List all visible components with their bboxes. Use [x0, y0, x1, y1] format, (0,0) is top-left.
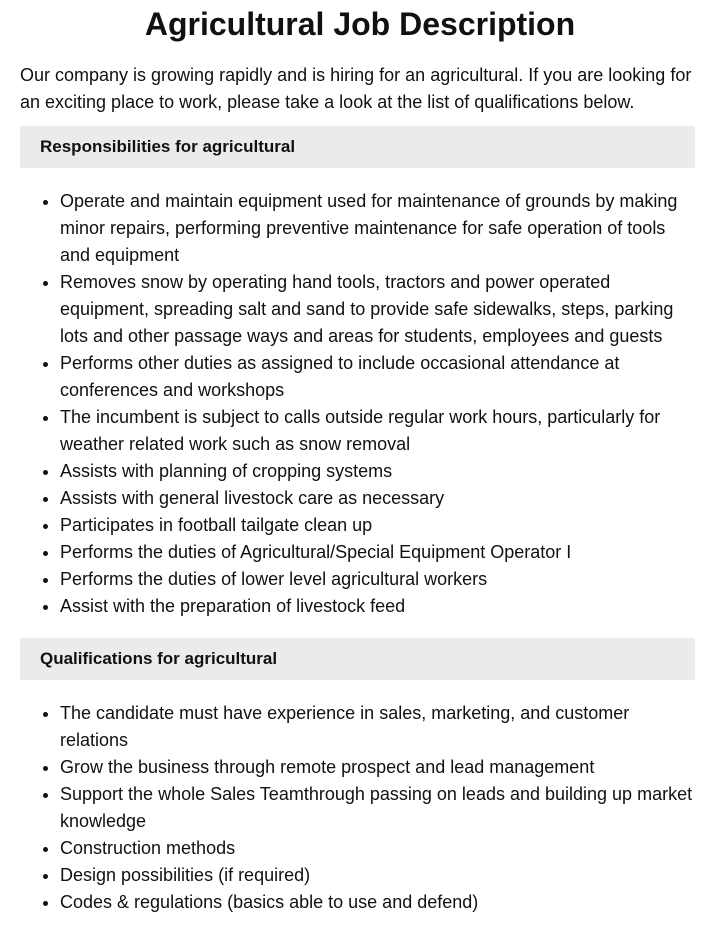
list-item: • Assists with planning of cropping systems: [60, 458, 700, 485]
list-item: • Performs the duties of Agricultural/Special Equipment Operator I: [60, 539, 700, 566]
page-title: Agricultural Job Description: [144, 6, 576, 42]
list-item: • Assists with general livestock care as necessary: [60, 485, 700, 512]
qualifications-heading: Qualifications for agricultural: [20, 638, 695, 680]
list-item: • The candidate must have experience in sales, marketing, and customer relations: [60, 700, 700, 754]
list-item: • Operate and maintain equipment used for maintenance of grounds by making minor repairs, performing preventive maintenance for safe operation of tools and equipment: [60, 188, 700, 269]
qualifications-list: [20, 700, 700, 916]
intro-text: Our company is growing rapidly and is hiring for an agricultural. If you are looking for an exciting place to work, please take a look at the list of qualifications below.: [20, 65, 692, 112]
list-item: • Support the whole Sales Teamthrough passing on leads and building up market knowledge: [60, 781, 700, 835]
list-item: • Codes & regulations (basics able to use and defend): [60, 889, 700, 916]
list-item: • Performs other duties as assigned to include occasional attendance at conferences and workshops: [60, 350, 700, 404]
responsibilities-list: [20, 188, 700, 620]
list-item: • Grow the business through remote prospect and lead management: [60, 754, 700, 781]
list-item: • Assist with the preparation of livestock feed: [60, 593, 700, 620]
responsibilities-heading: Responsibilities for agricultural: [20, 126, 695, 168]
list-item: • Construction methods: [60, 835, 700, 862]
list-item: • Performs the duties of lower level agricultural workers: [60, 566, 700, 593]
list-item: • Removes snow by operating hand tools, tractors and power operated equipment, spreading salt and sand to provide safe sidewalks, steps, parking lots and other passage ways and areas for students, employees and guests: [60, 269, 700, 350]
list-item: • Design possibilities (if required): [60, 862, 700, 889]
list-item: • The incumbent is subject to calls outside regular work hours, particularly for weather related work such as snow removal: [60, 404, 700, 458]
list-item: • Participates in football tailgate clean up: [60, 512, 700, 539]
